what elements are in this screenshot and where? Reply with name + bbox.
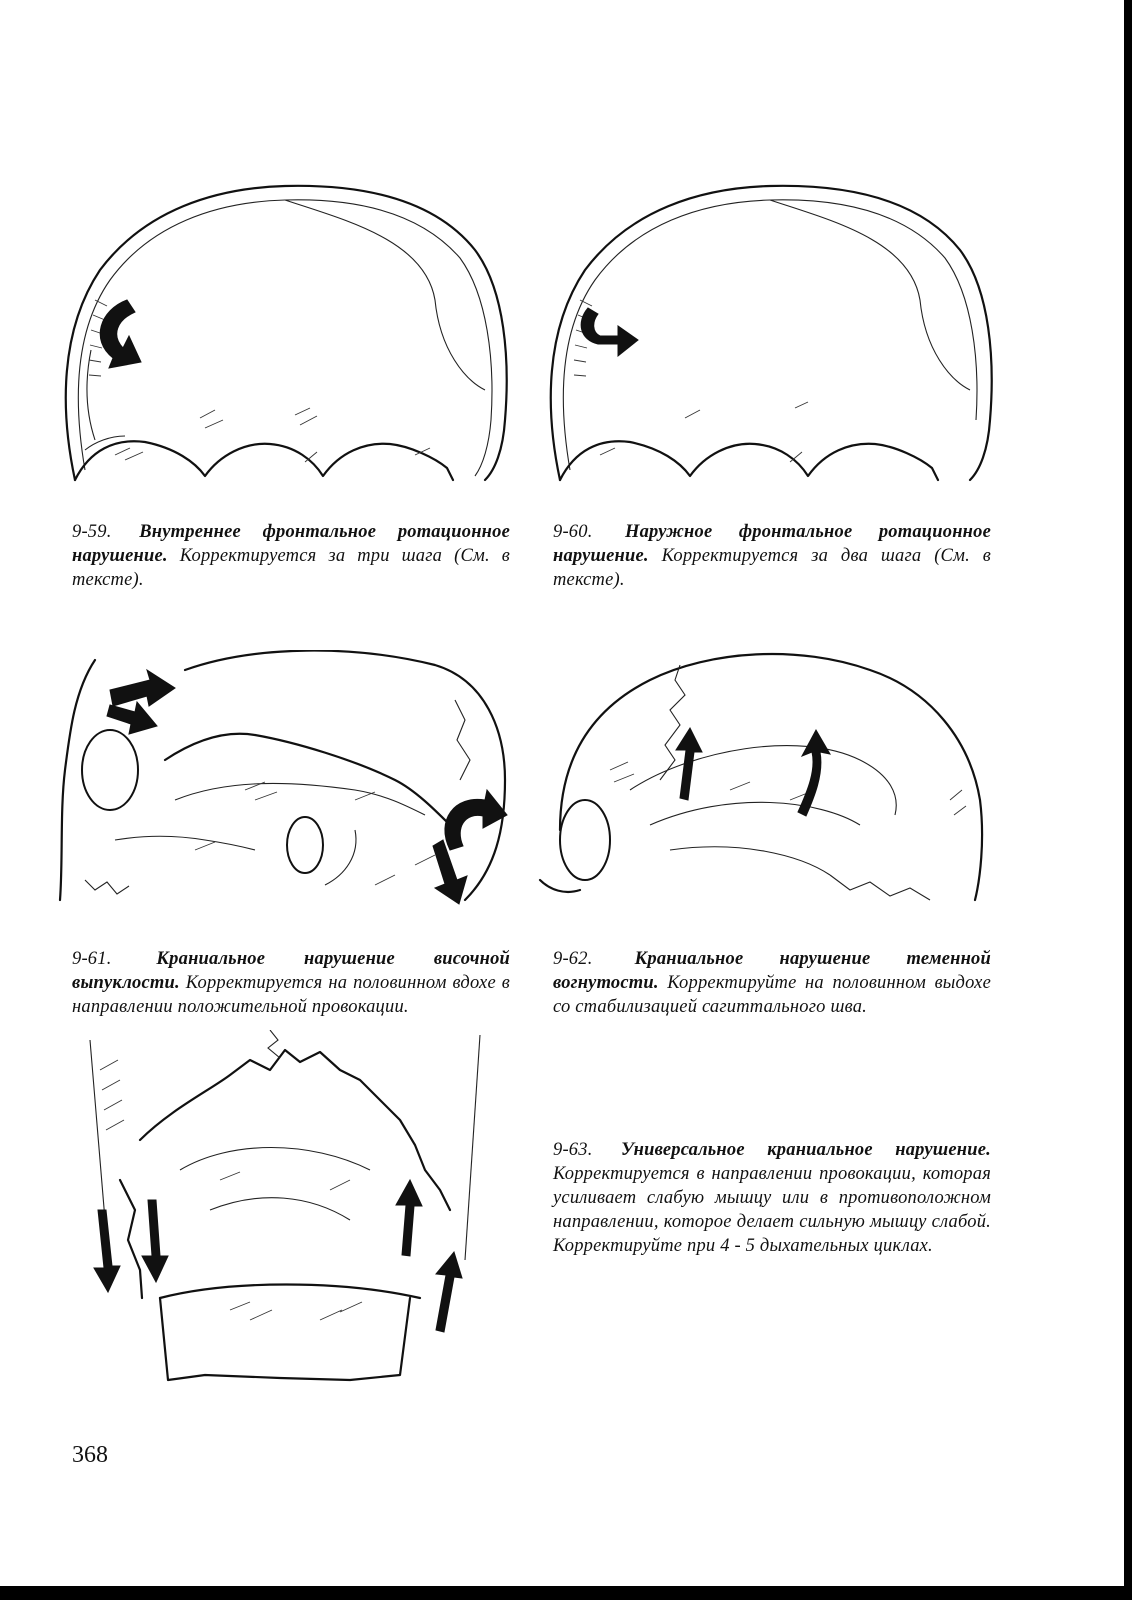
- caption-body: Корректируется за два шага (См. в тексте).: [553, 546, 991, 590]
- figure-9-63-skull-posterior-illustration: [80, 1030, 490, 1410]
- caption-title: Наружное фронтальное ротационное нарушение.: [553, 522, 991, 566]
- caption-title: Внутреннее фронтальное ротационное нарушение.: [72, 522, 510, 566]
- scan-bottom-border: [0, 1586, 1132, 1600]
- caption-9-59: 9-59. Внутреннее фронтальное ротационное нарушение. Корректируется за три шага (См. в тексте).: [72, 522, 510, 590]
- figure-9-60-skull-illustration: [540, 180, 1000, 500]
- caption-9-62: 9-62. Краниальное нарушение теменной вогнутости. Корректируйте на половинном выдохе со стабилизацией сагиттального шва.: [553, 949, 992, 1017]
- caption-body: Корректируется за три шага (См. в тексте).: [72, 546, 510, 590]
- figure-9-62-skull-lateral-illustration: [530, 650, 990, 920]
- caption-title: Краниальное нарушение теменной вогнутости.: [553, 949, 991, 993]
- caption-body: Корректируется в направлении провокации, которая усиливает слабую мышцу или в противоположном направлении, которое делает сильную мышцу слабой. Корректируйте при 4 - 5 дыхательных циклах.: [553, 1164, 991, 1256]
- figure-9-61-skull-lateral-illustration: [55, 650, 515, 930]
- caption-body: Корректируется на половинном вдохе в направлении положительной провокации.: [72, 973, 511, 1017]
- caption-9-61: 9-61. Краниальное нарушение височной выпуклости. Корректируется на половинном вдохе в направлении положительной провокации.: [72, 949, 511, 1017]
- caption-title: Краниальное нарушение височной выпуклости.: [72, 949, 511, 993]
- figure-9-59-skull-illustration: [55, 180, 515, 500]
- caption-9-63: 9-63. Универсальное краниальное нарушение. Корректируется в направлении провокации, которая усиливает слабую мышцу или в противоположном направлении, которое делает сильную мышцу слабой. Корректируйте при 4 - 5 дыхательных циклах.: [553, 1140, 991, 1256]
- caption-title: Универсальное краниальное нарушение.: [621, 1140, 991, 1160]
- caption-body: Корректируйте на половинном выдохе со стабилизацией сагиттального шва.: [553, 973, 992, 1017]
- caption-9-60: 9-60. Наружное фронтальное ротационное нарушение. Корректируется за два шага (См. в тексте).: [553, 522, 991, 590]
- scan-right-border: [1124, 0, 1132, 1600]
- page-number: 368: [72, 1442, 108, 1468]
